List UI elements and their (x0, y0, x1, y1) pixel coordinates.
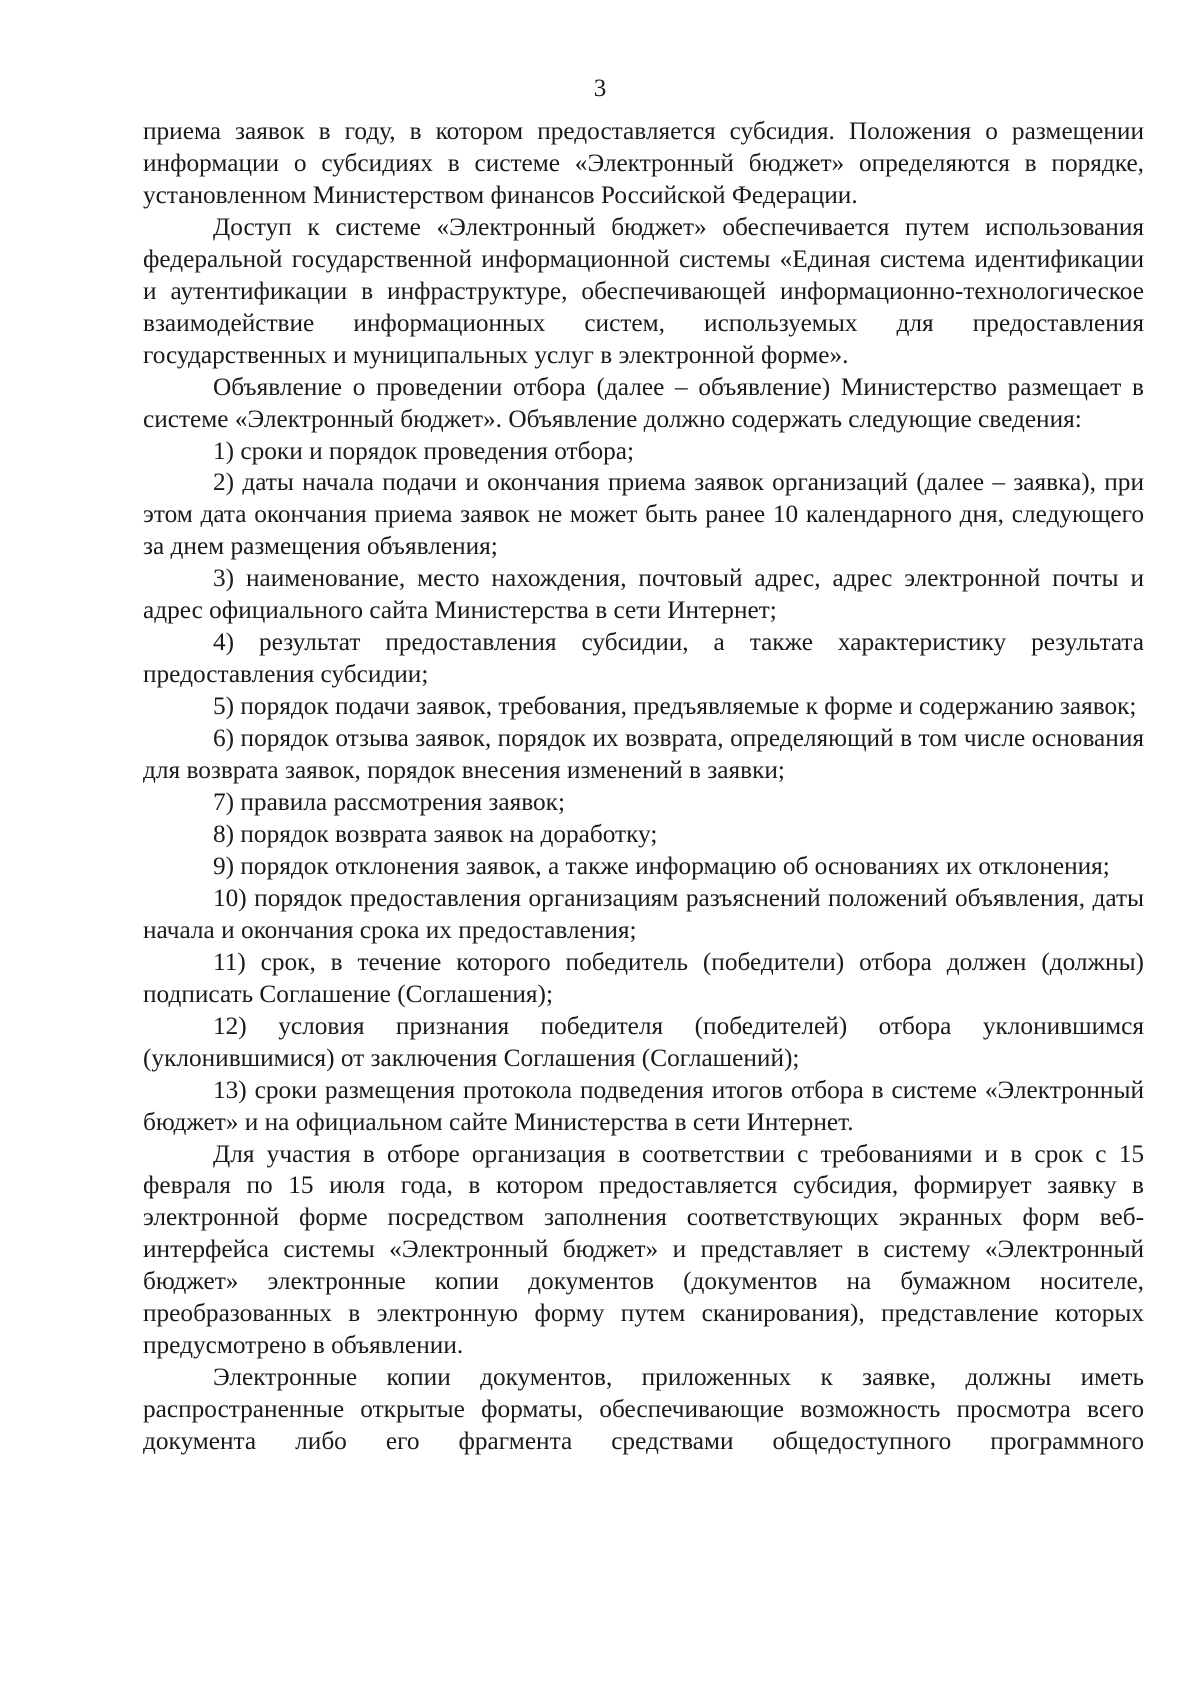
document-body (143, 116, 1144, 1458)
paragraph: 10) порядок предоставления организациям разъяснений положений объявления, даты начала и окончания срока их предоставления; (143, 883, 1144, 944)
paragraph: приема заявок в году, в котором предоставляется субсидия. Положения о размещении информации о субсидиях в системе «Электронный бюджет» определяются в порядке, установленном Министерством финансов Российской Федерации. (143, 117, 1144, 209)
paragraph: Объявление о проведении отбора (далее – объявление) Министерство размещает в системе «Электронный бюджет». Объявление должно содержать следующие сведения: (143, 372, 1144, 433)
paragraph: 7) правила рассмотрения заявок; (213, 788, 565, 817)
paragraph: 1) сроки и порядок проведения отбора; (213, 436, 634, 465)
paragraph: 9) порядок отклонения заявок, а также информацию об основаниях их отклонения; (213, 851, 1110, 880)
paragraph: 6) порядок отзыва заявок, порядок их возврата, определяющий в том числе основания для возврата заявок, порядок внесения изменений в заявки; (143, 724, 1144, 785)
paragraph: 8) порядок возврата заявок на доработку; (213, 819, 658, 848)
paragraph: 4) результат предоставления субсидии, а также характеристику результата предоставления субсидии; (143, 628, 1144, 689)
paragraph: Доступ к системе «Электронный бюджет» обеспечивается путем использования федеральной государственной информационной системы «Единая система идентификации и аутентификации в инфраструктуре, обеспечивающей информационно-технологическое взаимодействие информационных систем, используемых для предоставления государственных и муниципальных услуг в электронной форме». (143, 212, 1144, 369)
paragraph: Электронные копии документов, приложенных к заявке, должны иметь распространенные открытые форматы, обеспечивающие возможность просмотра всего документа либо его фрагмента средствами общедоступного программного (143, 1363, 1144, 1456)
paragraph: 3) наименование, место нахождения, почтовый адрес, адрес электронной почты и адрес официального сайта Министерства в сети Интернет; (143, 564, 1144, 625)
paragraph: 5) порядок подачи заявок, требования, предъявляемые к форме и содержанию заявок; (213, 692, 1137, 721)
paragraph: 13) сроки размещения протокола подведения итогов отбора в системе «Электронный бюджет» и на официальном сайте Министерства в сети Интернет. (143, 1075, 1144, 1136)
page-number: 3 (593, 75, 607, 102)
paragraph: 11) срок, в течение которого победитель (победители) отбора должен (должны) подписать Соглашение (Соглашения); (143, 947, 1144, 1008)
paragraph: 12) условия признания победителя (победителей) отбора уклонившимся (уклонившимися) от заключения Соглашения (Соглашений); (143, 1011, 1144, 1072)
paragraph: 2) даты начала подачи и окончания приема заявок организаций (далее – заявка), при этом дата окончания приема заявок не может быть ранее 10 календарного дня, следующего за днем размещения объявления; (143, 468, 1144, 561)
paragraph: Для участия в отборе организация в соответствии с требованиями и в срок с 15 февраля по 15 июля года, в котором предоставляется субсидия, формирует заявку в электронной форме посредством заполнения соответствующих экранных форм веб-интерфейса системы «Электронный бюджет» и представляет в систему «Электронный бюджет» электронные копии документов (документов на бумажном носителе, преобразованных в электронную форму путем сканирования), представление которых предусмотрено в объявлении. (143, 1139, 1144, 1360)
